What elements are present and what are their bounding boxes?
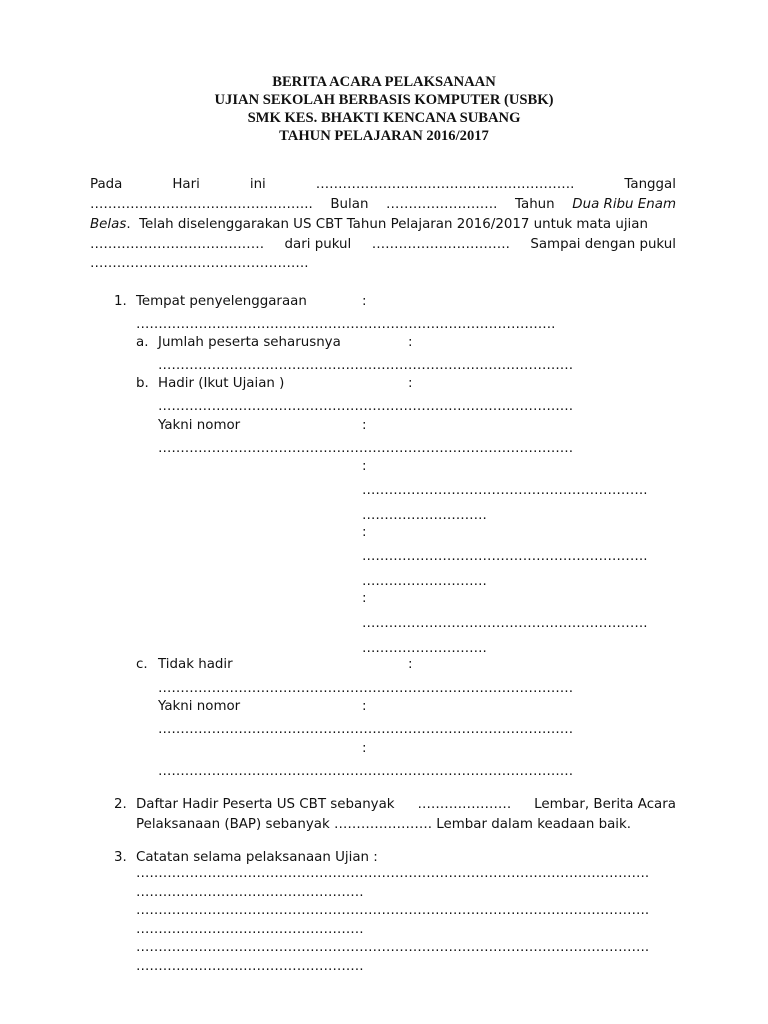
intro-line-3: [90, 217, 648, 232]
item-1-colon: :: [362, 294, 367, 309]
sub-colon-3: :: [362, 591, 367, 606]
item-c-yakni-colon: :: [362, 699, 367, 714]
sub-colon-1: :: [362, 459, 367, 474]
word-pada: Pada: [90, 177, 123, 192]
catatan-blank-5: …………………………………………………………………………………………………….: [136, 940, 650, 955]
item-b-marker: b.: [136, 376, 149, 391]
word-dari-pukul: dari pukul: [284, 237, 352, 252]
keadaan-baik-text: Lembar dalam keadaan baik.: [436, 817, 632, 832]
item-1-blank: ………………………………………………………………………………….: [136, 317, 556, 332]
item-b-blank: …………………………………………………………………………………: [158, 399, 574, 414]
item-b-yakni-blank: …………………………………………………………………………………: [158, 441, 574, 456]
item-b-label: Hadir (Ikut Ujaian ): [158, 376, 285, 391]
item-c-colon: :: [408, 657, 413, 672]
item-c-yakni-blank: …………………………………………………………………………………: [158, 722, 574, 737]
item-a-marker: a.: [136, 335, 149, 350]
word-tanggal: Tanggal: [624, 177, 676, 192]
item-b-yakni-label: Yakni nomor: [158, 418, 241, 433]
doc-title-line-4: TAHUN PELAJARAN 2016/2017: [279, 128, 489, 144]
sub-blank-2-long: ……………………………………………………….: [362, 549, 648, 564]
doc-title-line-2: UJIAN SEKOLAH BERBASIS KOMPUTER (USBK): [214, 92, 554, 108]
tahun-text: Dua Ribu Enam: [572, 197, 676, 212]
word-tahun: Tahun: [515, 197, 555, 212]
intro-line-2: [90, 197, 676, 212]
lembar-bap-text: Lembar, Berita Acara: [534, 797, 676, 812]
item-2-line-1: [136, 797, 676, 812]
period: .: [126, 217, 131, 232]
daftar-hadir-text: Daftar Hadir Peserta US CBT sebanyak: [136, 797, 395, 812]
sub-blank-3-long: ……………………………………………………….: [362, 616, 648, 631]
item-3-label: Catatan selama pelaksanaan Ujian :: [136, 850, 378, 865]
item-c-label: Tidak hadir: [158, 657, 233, 672]
item-1-number: 1.: [114, 294, 127, 309]
item-a-blank: …………………………………………………………………………………: [158, 358, 574, 373]
intro-line-4: [90, 237, 676, 252]
blank-tanggal: …………………………………………..: [90, 197, 313, 212]
intro-telah: Telah diselenggarakan US CBT Tahun Pelajaran 2016/2017 untuk mata ujian: [139, 217, 648, 232]
item-c-sub-colon: :: [362, 741, 367, 756]
catatan-blank-6: ……………………………………………: [136, 959, 364, 974]
word-ini: ini: [249, 177, 266, 192]
doc-title-line-3: SMK KES. BHAKTI KENCANA SUBANG: [247, 110, 521, 126]
item-b-colon: :: [408, 376, 413, 391]
sub-blank-3-short: ……………………….: [362, 641, 487, 656]
word-bulan: Bulan: [330, 197, 369, 212]
bap-text: Pelaksanaan (BAP) sebanyak: [136, 817, 330, 832]
doc-title-line-1: BERITA ACARA PELAKSANAAN: [272, 74, 496, 90]
catatan-blank-2: ……………………………………………: [136, 885, 364, 900]
item-c-yakni-label: Yakni nomor: [158, 699, 241, 714]
item-3-number: 3.: [114, 850, 127, 865]
sub-blank-2-short: ……………………….: [362, 574, 487, 589]
item-b-yakni-colon: :: [362, 418, 367, 433]
item-c-blank: …………………………………………………………………………………: [158, 681, 574, 696]
blank-bulan: …………………….: [386, 197, 498, 212]
sub-blank-1-long: ……………………………………………………….: [362, 483, 648, 498]
item-a-label: Jumlah peserta seharusnya: [158, 335, 341, 350]
catatan-blank-4: ……………………………………………: [136, 922, 364, 937]
item-c-sub-blank: …………………………………………………………………………………: [158, 764, 574, 779]
blank-lembar-1: …………………: [417, 797, 512, 812]
blank-sampai: ………………………………………….: [90, 256, 309, 271]
catatan-blank-3: …………………………………………………………………………………………………….: [136, 903, 650, 918]
blank-dari: ………………………….: [371, 237, 510, 252]
sub-colon-2: :: [362, 525, 367, 540]
word-sampai: Sampai dengan pukul: [530, 237, 676, 252]
word-hari: Hari: [172, 177, 200, 192]
item-1-label: Tempat penyelenggaraan: [136, 294, 307, 309]
blank-mapel: …………………………………: [90, 237, 265, 252]
blank-lembar-2: ………………….: [334, 817, 433, 832]
item-2-number: 2.: [114, 797, 127, 812]
item-2-line-2: [136, 817, 631, 832]
intro-line-1: [90, 177, 676, 192]
blank-hari: ………………………………………………….: [315, 177, 575, 192]
sub-blank-1-short: ……………………….: [362, 508, 487, 523]
catatan-blank-1: …………………………………………………………………………………………………….: [136, 866, 650, 881]
tahun-text-cont: Belas: [90, 217, 127, 232]
item-a-colon: :: [408, 335, 413, 350]
item-c-marker: c.: [136, 657, 148, 672]
